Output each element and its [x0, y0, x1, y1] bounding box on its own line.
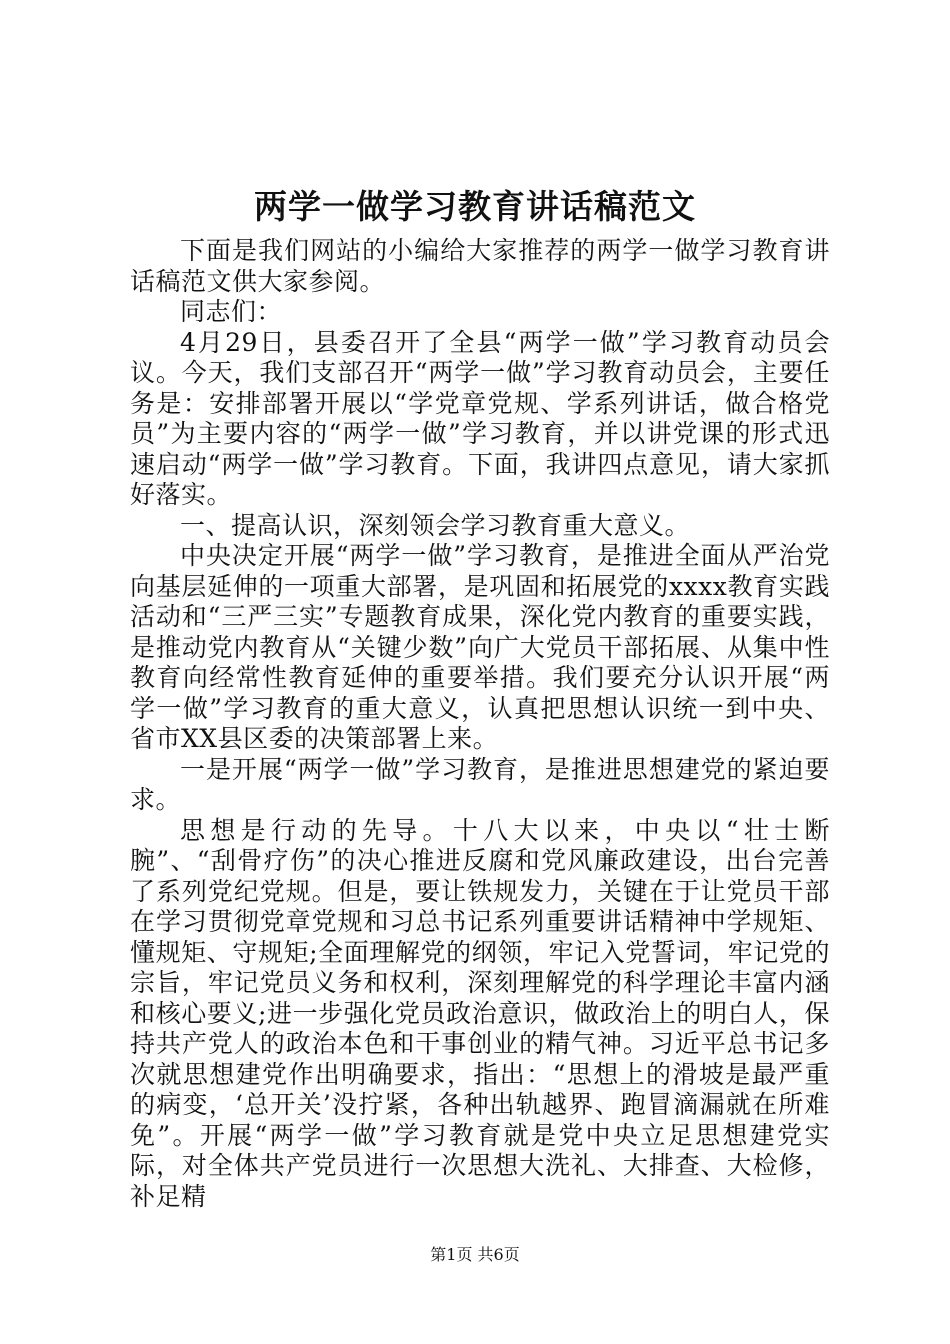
paragraph-opening: 4月29日，县委召开了全县“两学一做”学习教育动员会议。今天，我们支部召开“两学一做”学习教育动员会，主要任务是：安排部署开展以“学党章党规、学系列讲话，做合格党员”为主要内容的“两学一做”学习教育，并以讲党课的形式迅速启动“两学一做”学习教育。下面，我讲四点意见，请大家抓好落实。: [130, 327, 830, 509]
page-footer: 第1页 共6页: [430, 1245, 520, 1264]
paragraph-intro: 下面是我们网站的小编给大家推荐的两学一做学习教育讲话稿范文供大家参阅。: [130, 236, 830, 296]
paragraph-salutation: 同志们：: [180, 297, 283, 326]
document-body: [130, 236, 830, 1212]
paragraph-significance: 中央决定开展“两学一做”学习教育，是推进全面从严治党向基层延伸的一项重大部署，是巩固和拓展党的xxxx教育实践活动和“三严三实”专题教育成果，深化党内教育的重要实践，是推动党内教育从“关键少数”向广大党员干部拓展、从集中性教育向经常性教育延伸的重要举措。我们要充分认识开展“两学一做”学习教育的重大意义，认真把思想认识统一到中央、省市XX县区委的决策部署上来。: [130, 541, 830, 753]
paragraph-thought: 思想是行动的先导。十八大以来，中央以“壮士断腕”、“刮骨疗伤”的决心推进反腐和党风廉政建设，出台完善了系列党纪党规。但是，要让铁规发力，关键在于让党员干部在学习贯彻党章党规和习总书记系列重要讲话精神中学规矩、懂规矩、守规矩;全面理解党的纲领，牢记入党誓词，牢记党的宗旨，牢记党员义务和权利，深刻理解党的科学理论丰富内涵和核心要义;进一步强化党员政治意识，做政治上的明白人，保持共产党人的政治本色和干事创业的精气神。习近平总书记多次就思想建党作出明确要求，指出：“思想上的滑坡是最严重的病变，‘总开关’没拧紧，各种出轨越界、跑冒滴漏就在所难免”。开展“两学一做”学习教育就是党中央立足思想建党实际，对全体共产党员进行一次思想大洗礼、大排查、大检修，补足精: [130, 815, 830, 1211]
document-title: 两学一做学习教育讲话稿范文: [254, 187, 696, 226]
paragraph-point-one: 一是开展“两学一做”学习教育，是推进思想建党的紧迫要求。: [130, 754, 830, 814]
paragraph-heading-one: 一、提高认识，深刻领会学习教育重大意义。: [180, 510, 691, 540]
